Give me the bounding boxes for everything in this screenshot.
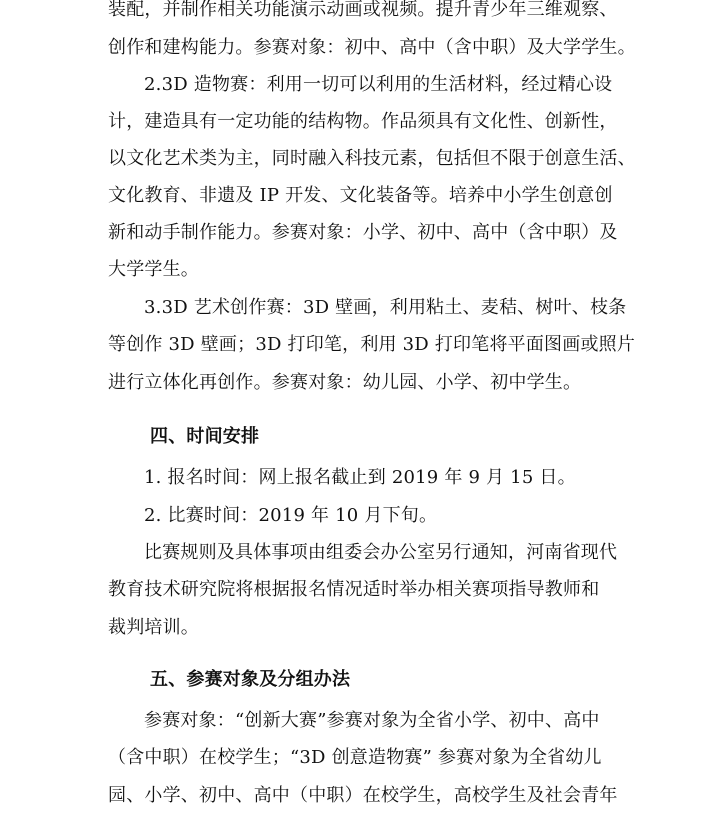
paragraph-line: 大学学生。 [108, 259, 199, 280]
paragraph-line: 比赛规则及具体事项由组委会办公室另行通知，河南省现代 [144, 542, 618, 563]
paragraph-line: 参赛对象：“创新大赛”参赛对象为全省小学、初中、高中 [144, 710, 600, 731]
paragraph-line: 文化教育、非遗及 IP 开发、文化装备等。培养中小学生创意创 [108, 185, 613, 206]
item-2-3d-making-line: 2.3D 造物赛：利用一切可以利用的生活材料，经过精心设 [144, 74, 613, 95]
section-heading-schedule: 四、时间安排 [150, 426, 260, 447]
section-heading-participants: 五、参赛对象及分组办法 [150, 669, 351, 690]
paragraph-line: （含中职）在校学生；“3D 创意造物赛” 参赛对象为全省幼儿 [108, 747, 602, 768]
paragraph-line: 装配，并制作相关功能演示动画或视频。提升青少年三维观察、 [108, 0, 618, 20]
schedule-item-registration: 1. 报名时间：网上报名截止到 2019 年 9 月 15 日。 [144, 467, 576, 488]
item-3-3d-art-line: 3.3D 艺术创作赛：3D 壁画，利用粘土、麦秸、树叶、枝条 [144, 297, 627, 318]
paragraph-line: 新和动手制作能力。参赛对象：小学、初中、高中（含中职）及 [108, 222, 618, 243]
paragraph-line: 等创作 3D 壁画；3D 打印笔，利用 3D 打印笔将平面图画或照片 [108, 334, 636, 355]
paragraph-line: 教育技术研究院将根据报名情况适时举办相关赛项指导教师和 [108, 579, 600, 600]
paragraph-line: 园、小学、初中、高中（中职）在校学生，高校学生及社会青年 [108, 785, 618, 806]
paragraph-line: 裁判培训。 [108, 617, 199, 638]
paragraph-line: 计，建造具有一定功能的结构物。作品须具有文化性、创新性， [108, 111, 618, 132]
paragraph-line: 创作和建构能力。参赛对象：初中、高中（含中职）及大学学生。 [108, 37, 636, 58]
paragraph-line: 进行立体化再创作。参赛对象：幼儿园、小学、初中学生。 [108, 372, 582, 393]
paragraph-line: 以文化艺术类为主，同时融入科技元素，包括但不限于创意生活、 [108, 148, 636, 169]
schedule-item-competition: 2. 比赛时间：2019 年 10 月下旬。 [144, 505, 438, 526]
